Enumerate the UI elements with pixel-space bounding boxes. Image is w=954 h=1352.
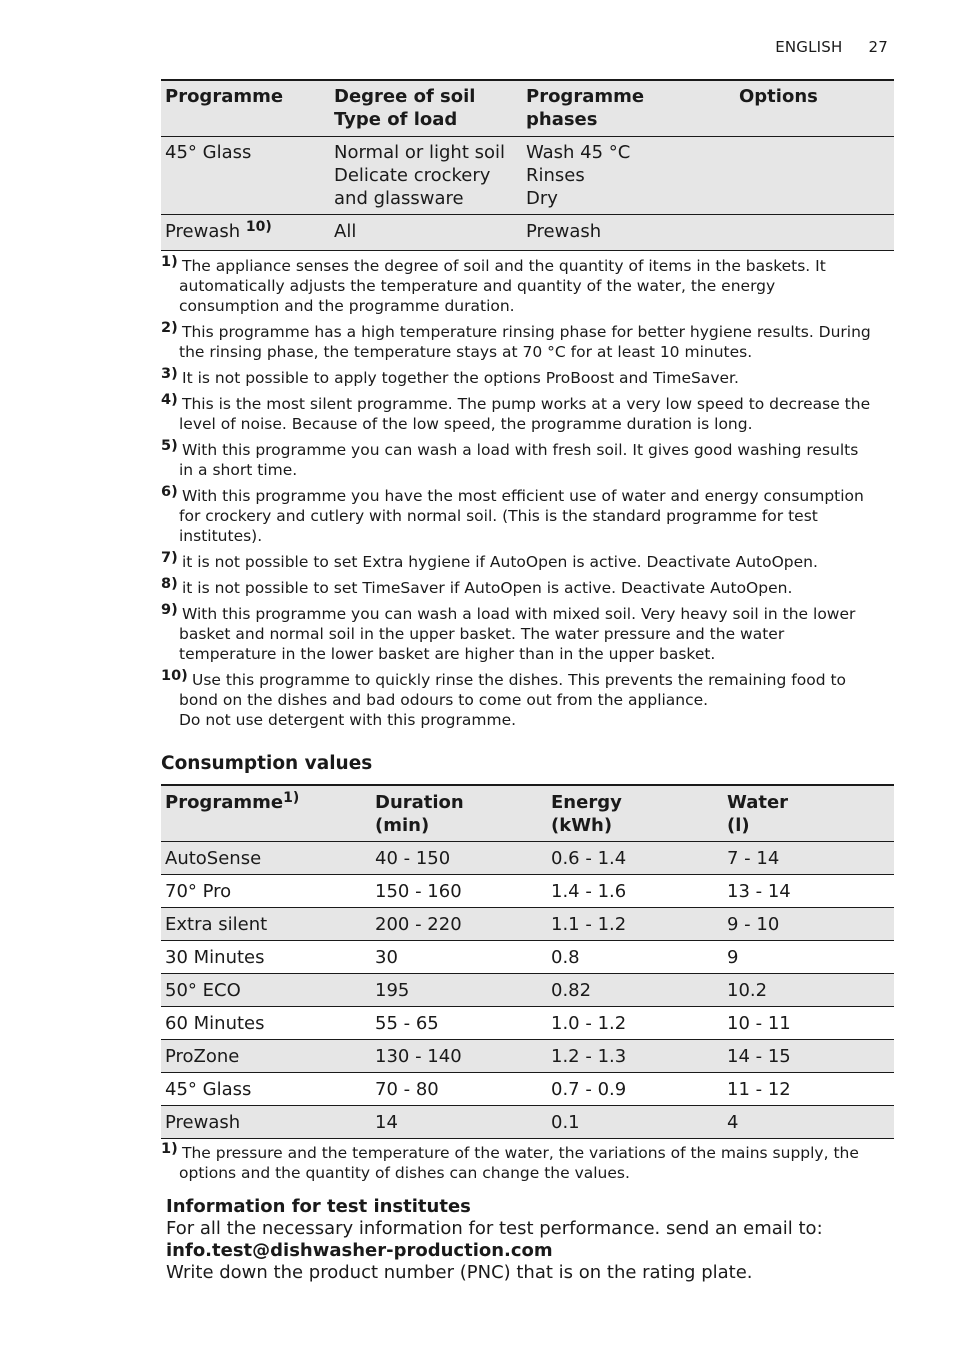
header-water	[723, 785, 894, 841]
cell-line: Normal or light soil	[334, 141, 505, 163]
table-row	[161, 940, 894, 973]
footnote-line: Use this programme to quickly rinse the dishes. This prevents the remaining food to	[192, 671, 847, 689]
cell-duration: 40 - 150	[375, 847, 451, 869]
table-row	[161, 1105, 894, 1138]
table-row	[161, 214, 894, 250]
cell-duration: 200 - 220	[375, 913, 462, 935]
cell-line: Rinses	[526, 164, 585, 186]
footnote-line: level of noise. Because of the low speed, the programme duration is long.	[179, 415, 753, 433]
footnote-number: 5)	[161, 438, 178, 454]
cell-soil	[330, 136, 522, 214]
page-number: 27	[868, 38, 888, 56]
cell-water: 13 - 14	[727, 880, 791, 902]
test-institutes-info	[166, 1196, 823, 1284]
footnotes	[161, 256, 896, 736]
table-row	[161, 1072, 894, 1105]
footnote-line: bond on the dishes and bad odours to come out from the appliance.	[179, 691, 709, 709]
footnote-number: 2)	[161, 320, 178, 336]
consumption-table-header	[161, 785, 894, 841]
footnote-number: 1)	[161, 254, 178, 270]
footnote	[161, 486, 896, 546]
footnote-number: 9)	[161, 602, 178, 618]
footnote-line: the rinsing phase, the temperature stays at 70 °C for at least 10 minutes.	[179, 343, 753, 361]
header-duration-line: (min)	[375, 815, 430, 836]
footnote-line: it is not possible to set TimeSaver if AutoOpen is active. Deactivate AutoOpen.	[182, 579, 793, 597]
footnote-line: The appliance senses the degree of soil and the quantity of items in the baskets. It	[182, 257, 826, 275]
footnote-line: institutes).	[179, 527, 263, 545]
cell-programme: 50° ECO	[165, 979, 241, 1001]
cell-energy: 0.1	[551, 1111, 580, 1133]
footnote-number: 8)	[161, 576, 178, 592]
header-water-line: (l)	[727, 815, 750, 836]
footnote-ref: 10)	[245, 218, 272, 235]
cell-energy: 0.6 - 1.4	[551, 847, 627, 869]
header-energy-line: (kWh)	[551, 815, 613, 836]
cell-programme: Extra silent	[165, 913, 268, 935]
header-phases-line: phases	[526, 109, 598, 130]
footnote-number: 3)	[161, 366, 178, 382]
info-title: Information for test institutes	[166, 1196, 471, 1217]
header-programme: Programme	[165, 86, 284, 107]
consumption-title: Consumption values	[161, 753, 373, 774]
footnote-line: for crockery and cutlery with normal soil. (This is the standard programme for test	[179, 507, 818, 525]
cell-programme-text: Prewash	[165, 220, 241, 242]
table-row	[161, 1039, 894, 1072]
cell-duration: 70 - 80	[375, 1078, 439, 1100]
header-options: Options	[739, 86, 818, 107]
footnote-number: 4)	[161, 392, 178, 408]
cell-water: 9	[727, 946, 739, 968]
footnote	[161, 394, 896, 434]
cell-water: 7 - 14	[727, 847, 780, 869]
footnote-number: 1)	[161, 1141, 178, 1157]
footnote-line: it is not possible to set Extra hygiene if AutoOpen is active. Deactivate AutoOpen.	[182, 553, 818, 571]
consumption-table	[161, 784, 894, 1139]
cell-duration: 14	[375, 1111, 398, 1133]
header-duration	[371, 785, 547, 841]
cell-duration: 55 - 65	[375, 1012, 439, 1034]
footnote	[161, 670, 896, 730]
cell-water: 10 - 11	[727, 1012, 791, 1034]
cell-water: 4	[727, 1111, 739, 1133]
cell-options	[735, 136, 894, 214]
footnote-line: basket and normal soil in the upper basket. The water pressure and the water	[179, 625, 785, 643]
footnote-line: With this programme you can wash a load with fresh soil. It gives good washing results	[182, 441, 859, 459]
footnote-line: temperature in the lower basket are higher than in the upper basket.	[179, 645, 716, 663]
cell-water: 11 - 12	[727, 1078, 791, 1100]
cell-programme: AutoSense	[165, 847, 262, 869]
cell-energy: 1.4 - 1.6	[551, 880, 627, 902]
footnote	[161, 368, 896, 388]
cell-line: Delicate crockery	[334, 164, 491, 186]
table-row	[161, 907, 894, 940]
footnote-line: It is not possible to apply together the options ProBoost and TimeSaver.	[182, 369, 739, 387]
table-row	[161, 136, 894, 214]
footnote	[161, 256, 896, 316]
footnote-number: 10)	[161, 668, 188, 684]
cell-line: Wash 45 °C	[526, 141, 631, 163]
cell-energy: 0.82	[551, 979, 592, 1001]
cell-duration: 30	[375, 946, 398, 968]
cell-duration: 150 - 160	[375, 880, 462, 902]
footnote-line: With this programme you can wash a load with mixed soil. Very heavy soil in the lower	[182, 605, 856, 623]
cell-energy: 1.0 - 1.2	[551, 1012, 627, 1034]
consumption-footnote	[161, 1143, 896, 1189]
cell-options	[735, 214, 894, 250]
footnote-line: Do not use detergent with this programme.	[179, 711, 517, 729]
cell-soil: All	[334, 220, 357, 242]
footnote	[161, 578, 896, 598]
cell-energy: 0.8	[551, 946, 580, 968]
footnote-line: consumption and the programme duration.	[179, 297, 515, 315]
footnote-number: 6)	[161, 484, 178, 500]
footnote-line: This is the most silent programme. The pump works at a very low speed to decrease the	[182, 395, 871, 413]
footnote	[161, 440, 896, 480]
cell-programme: 45° Glass	[165, 141, 252, 163]
info-text: Write down the product number (PNC) that is on the rating plate.	[166, 1262, 753, 1283]
table-row	[161, 841, 894, 874]
footnote	[161, 552, 896, 572]
header-programme-text: Programme	[165, 792, 284, 813]
language-label: ENGLISH	[775, 38, 843, 56]
footnote-line: The pressure and the temperature of the water, the variations of the mains supply, the	[182, 1144, 859, 1162]
header-soil-line: Degree of soil	[334, 86, 476, 107]
header-phases-line: Programme	[526, 86, 645, 107]
cell-line: and glassware	[334, 187, 464, 209]
footnote-line: automatically adjusts the temperature and quantity of the water, the energy	[179, 277, 776, 295]
cell-water: 9 - 10	[727, 913, 780, 935]
cell-duration: 130 - 140	[375, 1045, 462, 1067]
cell-phases: Prewash	[526, 220, 602, 242]
cell-phases	[522, 136, 735, 214]
cell-programme: 70° Pro	[165, 880, 232, 902]
cell-programme	[161, 214, 330, 250]
footnote-line: in a short time.	[179, 461, 298, 479]
cell-programme: 60 Minutes	[165, 1012, 265, 1034]
cell-programme: 45° Glass	[165, 1078, 252, 1100]
footnote-line: With this programme you have the most efficient use of water and energy consumption	[182, 487, 864, 505]
email-link[interactable]: info.test@dishwasher-production.com	[166, 1240, 553, 1261]
footnote-ref: 1)	[283, 790, 300, 806]
info-text: For all the necessary information for test performance. send an email to:	[166, 1218, 823, 1239]
header-soil	[330, 80, 522, 136]
header-energy	[547, 785, 723, 841]
programme-table-header	[161, 80, 894, 136]
footnote	[161, 322, 896, 362]
footnote-line: options and the quantity of dishes can change the values.	[179, 1164, 630, 1182]
header-phases	[522, 80, 735, 136]
cell-programme: ProZone	[165, 1045, 240, 1067]
programme-table	[161, 79, 894, 251]
table-row	[161, 973, 894, 1006]
cell-water: 14 - 15	[727, 1045, 791, 1067]
cell-duration: 195	[375, 979, 410, 1001]
header-energy-line: Energy	[551, 792, 622, 813]
header-water-line: Water	[727, 792, 789, 813]
header-soil-line: Type of load	[334, 109, 458, 130]
footnote	[161, 604, 896, 664]
cell-programme: Prewash	[165, 1111, 241, 1133]
cell-water: 10.2	[727, 979, 768, 1001]
cell-energy: 1.2 - 1.3	[551, 1045, 627, 1067]
page-header	[775, 38, 888, 56]
table-row	[161, 874, 894, 907]
cell-line: Dry	[526, 187, 558, 209]
footnote-line: This programme has a high temperature rinsing phase for better hygiene results. During	[182, 323, 871, 341]
table-row	[161, 1006, 894, 1039]
cell-energy: 0.7 - 0.9	[551, 1078, 627, 1100]
footnote-number: 7)	[161, 550, 178, 566]
header-programme	[161, 785, 371, 841]
header-duration-line: Duration	[375, 792, 464, 813]
cell-programme: 30 Minutes	[165, 946, 265, 968]
cell-energy: 1.1 - 1.2	[551, 913, 627, 935]
footnote	[161, 1143, 896, 1183]
